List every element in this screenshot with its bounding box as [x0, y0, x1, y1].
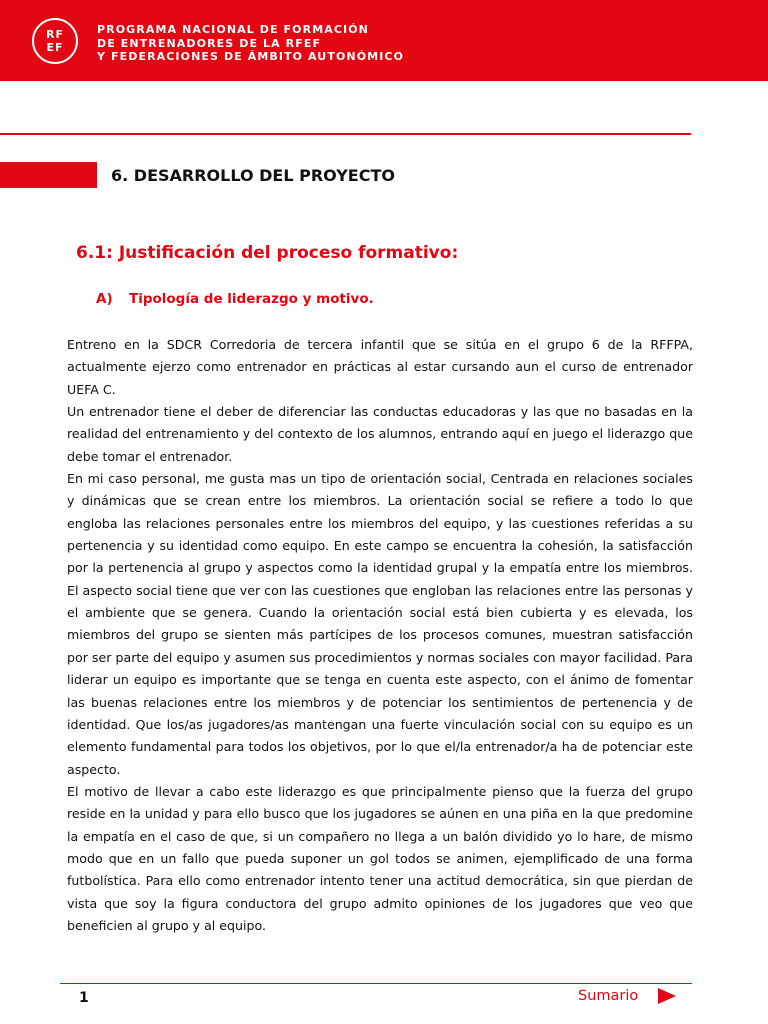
paragraph: En mi caso personal, me gusta mas un tipo de orientación social, Centrada en relaciones sociales y dinámicas que se crean entre los miembros. La orientación social se refiere a todo lo que engloba las relaciones personales entre los miembros del equipo, y las cuestiones referidas a su pertenencia y su identidad como equipo. En este campo se encuentra la cohesión, la satisfacción por la pertenencia al grupo y aspectos como la identidad grupal y la empatía entre los miembros. El aspecto social tiene que ver con las cuestiones que engloban las relaciones entre las personas y el ambiente que se genera. Cuando la orientación social está bien cubierta y es elevada, los miembros del grupo se sienten más partícipes de los procesos comunes, muestran satisfacción por ser parte del equipo y asumen sus procedimientos y normas sociales con mayor facilidad. Para liderar un equipo es importante que se tenga en cuenta este aspecto, con el ánimo de fomentar las buenas relaciones entre los miembros y de potenciar los sentimientos de pertenencia y de identidad. Que los/as jugadores/as mantengan una fuerte vinculación social con su equipo es un elemento fundamental para todos los objetivos, por lo que el/la entrenador/a ha de potenciar este aspecto.	[67, 471, 693, 777]
paragraph: Entreno en la SDCR Corredoria de tercera infantil que se sitúa en el grupo 6 de la RFFPA, actualmente ejerzo como entrenador en prácticas al estar cursando aun el curso de entrenador UEFA C.	[67, 337, 693, 397]
subheading-label: A)	[96, 291, 113, 307]
program-title-line: Y FEDERACIONES DE ÁMBITO AUTONÓMICO	[97, 50, 405, 63]
subheading	[96, 291, 374, 307]
sumario-link[interactable]	[578, 988, 676, 1004]
logo-text-top: RF	[46, 28, 64, 41]
play-arrow-icon[interactable]	[658, 988, 676, 1004]
body-text	[67, 334, 693, 937]
program-title-line: PROGRAMA NACIONAL DE FORMACIÓN	[97, 23, 369, 36]
paragraph: El motivo de llevar a cabo este liderazgo es que principalmente pienso que la fuerza del grupo reside en la unidad y para ello busco que los jugadores se aúnen en una piña en la que predomine la empatía en el caso de que, si un compañero no llega a un balón dividido yo lo hare, de mismo modo que en un fallo que pueda suponer un gol todos se animen, ejemplificado de una forma futbolística. Para ello como entrenador intento tener una actitud democrática, sin que pierdan de vista que soy la figura conductora del grupo admito opiniones de los jugadores que veo que beneficien al grupo y al equipo.	[67, 783, 693, 933]
paragraph: Un entrenador tiene el deber de diferenciar las conductas educadoras y las que no basadas en la realidad del entrenamiento y del contexto de los alumnos, entrando aquí en juego el liderazgo que debe tomar el entrenador.	[67, 404, 693, 464]
section-title: 6. DESARROLLO DEL PROYECTO	[111, 166, 395, 185]
section-accent-bar	[0, 162, 97, 188]
subheading-text: Tipología de liderazgo y motivo.	[129, 291, 374, 307]
rfef-logo	[32, 18, 78, 64]
header-band	[0, 0, 768, 81]
program-title	[97, 23, 404, 64]
subsection-title: 6.1: Justificación del proceso formativo:	[76, 243, 459, 263]
program-title-line: DE ENTRENADORES DE LA RFEF	[97, 36, 322, 50]
logo-text-bottom: EF	[46, 41, 64, 54]
footer-divider	[60, 983, 692, 984]
page-number: 1	[79, 990, 89, 1006]
header-divider	[0, 133, 691, 135]
sumario-label[interactable]: Sumario	[578, 988, 639, 1004]
